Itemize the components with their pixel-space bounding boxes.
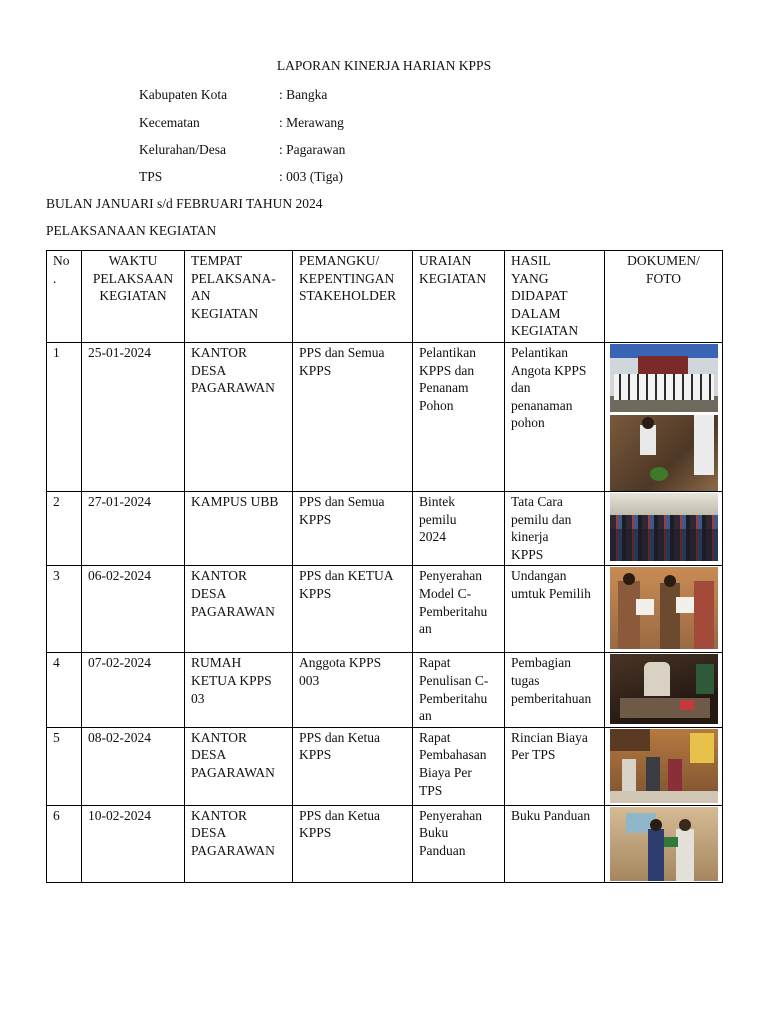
cell-hasil (505, 566, 605, 653)
header-waktu-label: WAKTU PELAKSAAN KEGIATAN (92, 253, 174, 304)
meta-value: : Bangka (279, 87, 328, 102)
cell-waktu-text: 07-02-2024 (88, 655, 151, 671)
cell-hasil (505, 727, 605, 805)
cell-dokumen (605, 727, 723, 805)
header-tempat (185, 251, 293, 343)
tree-planting-photo (610, 415, 718, 491)
cell-pemangku-text: PPS dan Ketua KPPS (299, 729, 380, 763)
cell-tempat (185, 566, 293, 653)
cell-pemangku (293, 727, 413, 805)
cell-waktu (82, 491, 185, 565)
cell-waktu-text: 10-02-2024 (88, 807, 151, 823)
cell-no-text: 5 (53, 729, 60, 745)
cell-waktu-text: 25-01-2024 (88, 344, 151, 360)
cell-hasil-text: Pelantikan Angota KPPS dan penanaman pohon (511, 344, 587, 431)
header-hasil (505, 251, 605, 343)
cell-waktu (82, 727, 185, 805)
header-tempat-label: TEMPAT PELAKSANA- AN KEGIATAN (191, 253, 276, 321)
cell-no-text: 3 (53, 568, 60, 584)
header-no (47, 251, 82, 343)
cell-pemangku (293, 342, 413, 491)
cell-hasil-text: Rincian Biaya Per TPS (511, 729, 588, 763)
cell-waktu-text: 27-01-2024 (88, 493, 151, 509)
cell-waktu (82, 805, 185, 882)
cell-pemangku-text: PPS dan Semua KPPS (299, 493, 385, 527)
meta-row-kelurahan (139, 142, 345, 158)
group-inauguration-photo (610, 344, 718, 412)
table-row (47, 566, 723, 653)
meta-label: Kecematan (139, 115, 200, 130)
cell-pemangku (293, 566, 413, 653)
cell-pemangku (293, 805, 413, 882)
cell-pemangku-text: PPS dan Semua KPPS (299, 344, 385, 378)
technical-training-photo (610, 493, 718, 561)
handover-c-form-photo (610, 567, 718, 649)
cell-tempat-text: KANTOR DESA PAGARAWAN (191, 729, 275, 780)
writing-meeting-photo (610, 654, 718, 724)
cell-uraian-text: Rapat Pembahasan Biaya Per TPS (419, 729, 487, 798)
meta-row-tps (139, 169, 343, 185)
cell-dokumen (605, 566, 723, 653)
table-header-row (47, 251, 723, 343)
cell-uraian (413, 727, 505, 805)
meta-value: : Merawang (279, 115, 344, 130)
cell-tempat-text: RUMAH KETUA KPPS 03 (191, 655, 272, 706)
cell-dokumen (605, 342, 723, 491)
header-uraian-label: URAIAN KEGIATAN (419, 253, 487, 286)
cell-hasil-text: Pembagian tugas pemberitahuan (511, 655, 592, 706)
activity-table (46, 250, 723, 883)
section-heading: PELAKSANAAN KEGIATAN (46, 223, 217, 238)
cell-tempat (185, 491, 293, 565)
cell-pemangku (293, 491, 413, 565)
cell-dokumen (605, 805, 723, 882)
header-no-label: No . (53, 253, 70, 286)
cell-no (47, 805, 82, 882)
cell-uraian-text: Rapat Penulisan C- Pemberitahu an (419, 655, 489, 724)
cell-waktu (82, 566, 185, 653)
cell-pemangku-text: PPS dan KETUA KPPS (299, 568, 394, 601)
header-uraian (413, 251, 505, 343)
header-hasil-label: HASIL YANG DIDAPAT DALAM KEGIATAN (511, 253, 579, 339)
cell-tempat-text: KAMPUS UBB (191, 493, 279, 509)
cell-uraian (413, 805, 505, 882)
cell-no (47, 491, 82, 565)
meta-row-kabupaten (139, 87, 327, 103)
cell-uraian-text: Bintek pemilu 2024 (419, 493, 457, 545)
header-dokumen-label: DOKUMEN/ FOTO (627, 253, 700, 286)
cell-no (47, 727, 82, 805)
cell-no-text: 1 (53, 344, 60, 360)
cell-tempat (185, 805, 293, 882)
budget-meeting-photo (610, 729, 718, 803)
cell-uraian (413, 566, 505, 653)
cell-dokumen (605, 653, 723, 727)
header-pemangku (293, 251, 413, 343)
cell-uraian-text: Penyerahan Model C- Pemberitahu an (419, 568, 488, 637)
meta-label: Kelurahan/Desa (139, 142, 226, 157)
cell-tempat-text: KANTOR DESA PAGARAWAN (191, 807, 275, 858)
meta-label: Kabupaten Kota (139, 87, 228, 102)
cell-uraian (413, 342, 505, 491)
header-pemangku-label: PEMANGKU/ KEPENTINGAN STAKEHOLDER (299, 253, 397, 304)
report-title: LAPORAN KINERJA HARIAN KPPS (276, 58, 492, 73)
cell-waktu (82, 653, 185, 727)
cell-no-text: 2 (53, 493, 60, 509)
cell-tempat (185, 653, 293, 727)
cell-hasil (505, 491, 605, 565)
cell-hasil-text: Tata Cara pemilu dan kinerja KPPS (511, 493, 572, 562)
cell-hasil-text: Buku Panduan (511, 807, 591, 823)
cell-no-text: 6 (53, 807, 60, 823)
meta-label: TPS (139, 169, 163, 184)
meta-value: : Pagarawan (279, 142, 346, 157)
meta-value: : 003 (Tiga) (279, 169, 344, 184)
cell-pemangku (293, 653, 413, 727)
table-row (47, 727, 723, 805)
table-row (47, 342, 723, 491)
cell-uraian-text: Penyerahan Buku Panduan (419, 807, 482, 858)
header-waktu (82, 251, 185, 343)
cell-no (47, 566, 82, 653)
cell-hasil (505, 805, 605, 882)
cell-uraian-text: Pelantikan KPPS dan Penanam Pohon (419, 344, 476, 413)
report-period: BULAN JANUARI s/d FEBRUARI TAHUN 2024 (46, 196, 323, 211)
cell-hasil (505, 653, 605, 727)
header-dokumen (605, 251, 723, 343)
cell-no-text: 4 (53, 655, 60, 671)
cell-uraian (413, 653, 505, 727)
cell-tempat (185, 342, 293, 491)
cell-tempat-text: KANTOR DESA PAGARAWAN (191, 568, 275, 619)
guidebook-handover-photo (610, 807, 718, 881)
cell-hasil (505, 342, 605, 491)
table-row (47, 653, 723, 727)
cell-pemangku-text: Anggota KPPS 003 (299, 655, 382, 688)
cell-tempat-text: KANTOR DESA PAGARAWAN (191, 344, 275, 396)
cell-waktu-text: 06-02-2024 (88, 568, 151, 584)
cell-pemangku-text: PPS dan Ketua KPPS (299, 807, 380, 841)
cell-waktu-text: 08-02-2024 (88, 729, 151, 745)
meta-row-kecamatan (139, 115, 344, 131)
cell-tempat (185, 727, 293, 805)
cell-no (47, 653, 82, 727)
cell-no (47, 342, 82, 491)
cell-uraian (413, 491, 505, 565)
cell-waktu (82, 342, 185, 491)
cell-dokumen (605, 491, 723, 565)
cell-hasil-text: Undangan umtuk Pemilih (511, 568, 591, 601)
table-row (47, 491, 723, 565)
table-row (47, 805, 723, 882)
